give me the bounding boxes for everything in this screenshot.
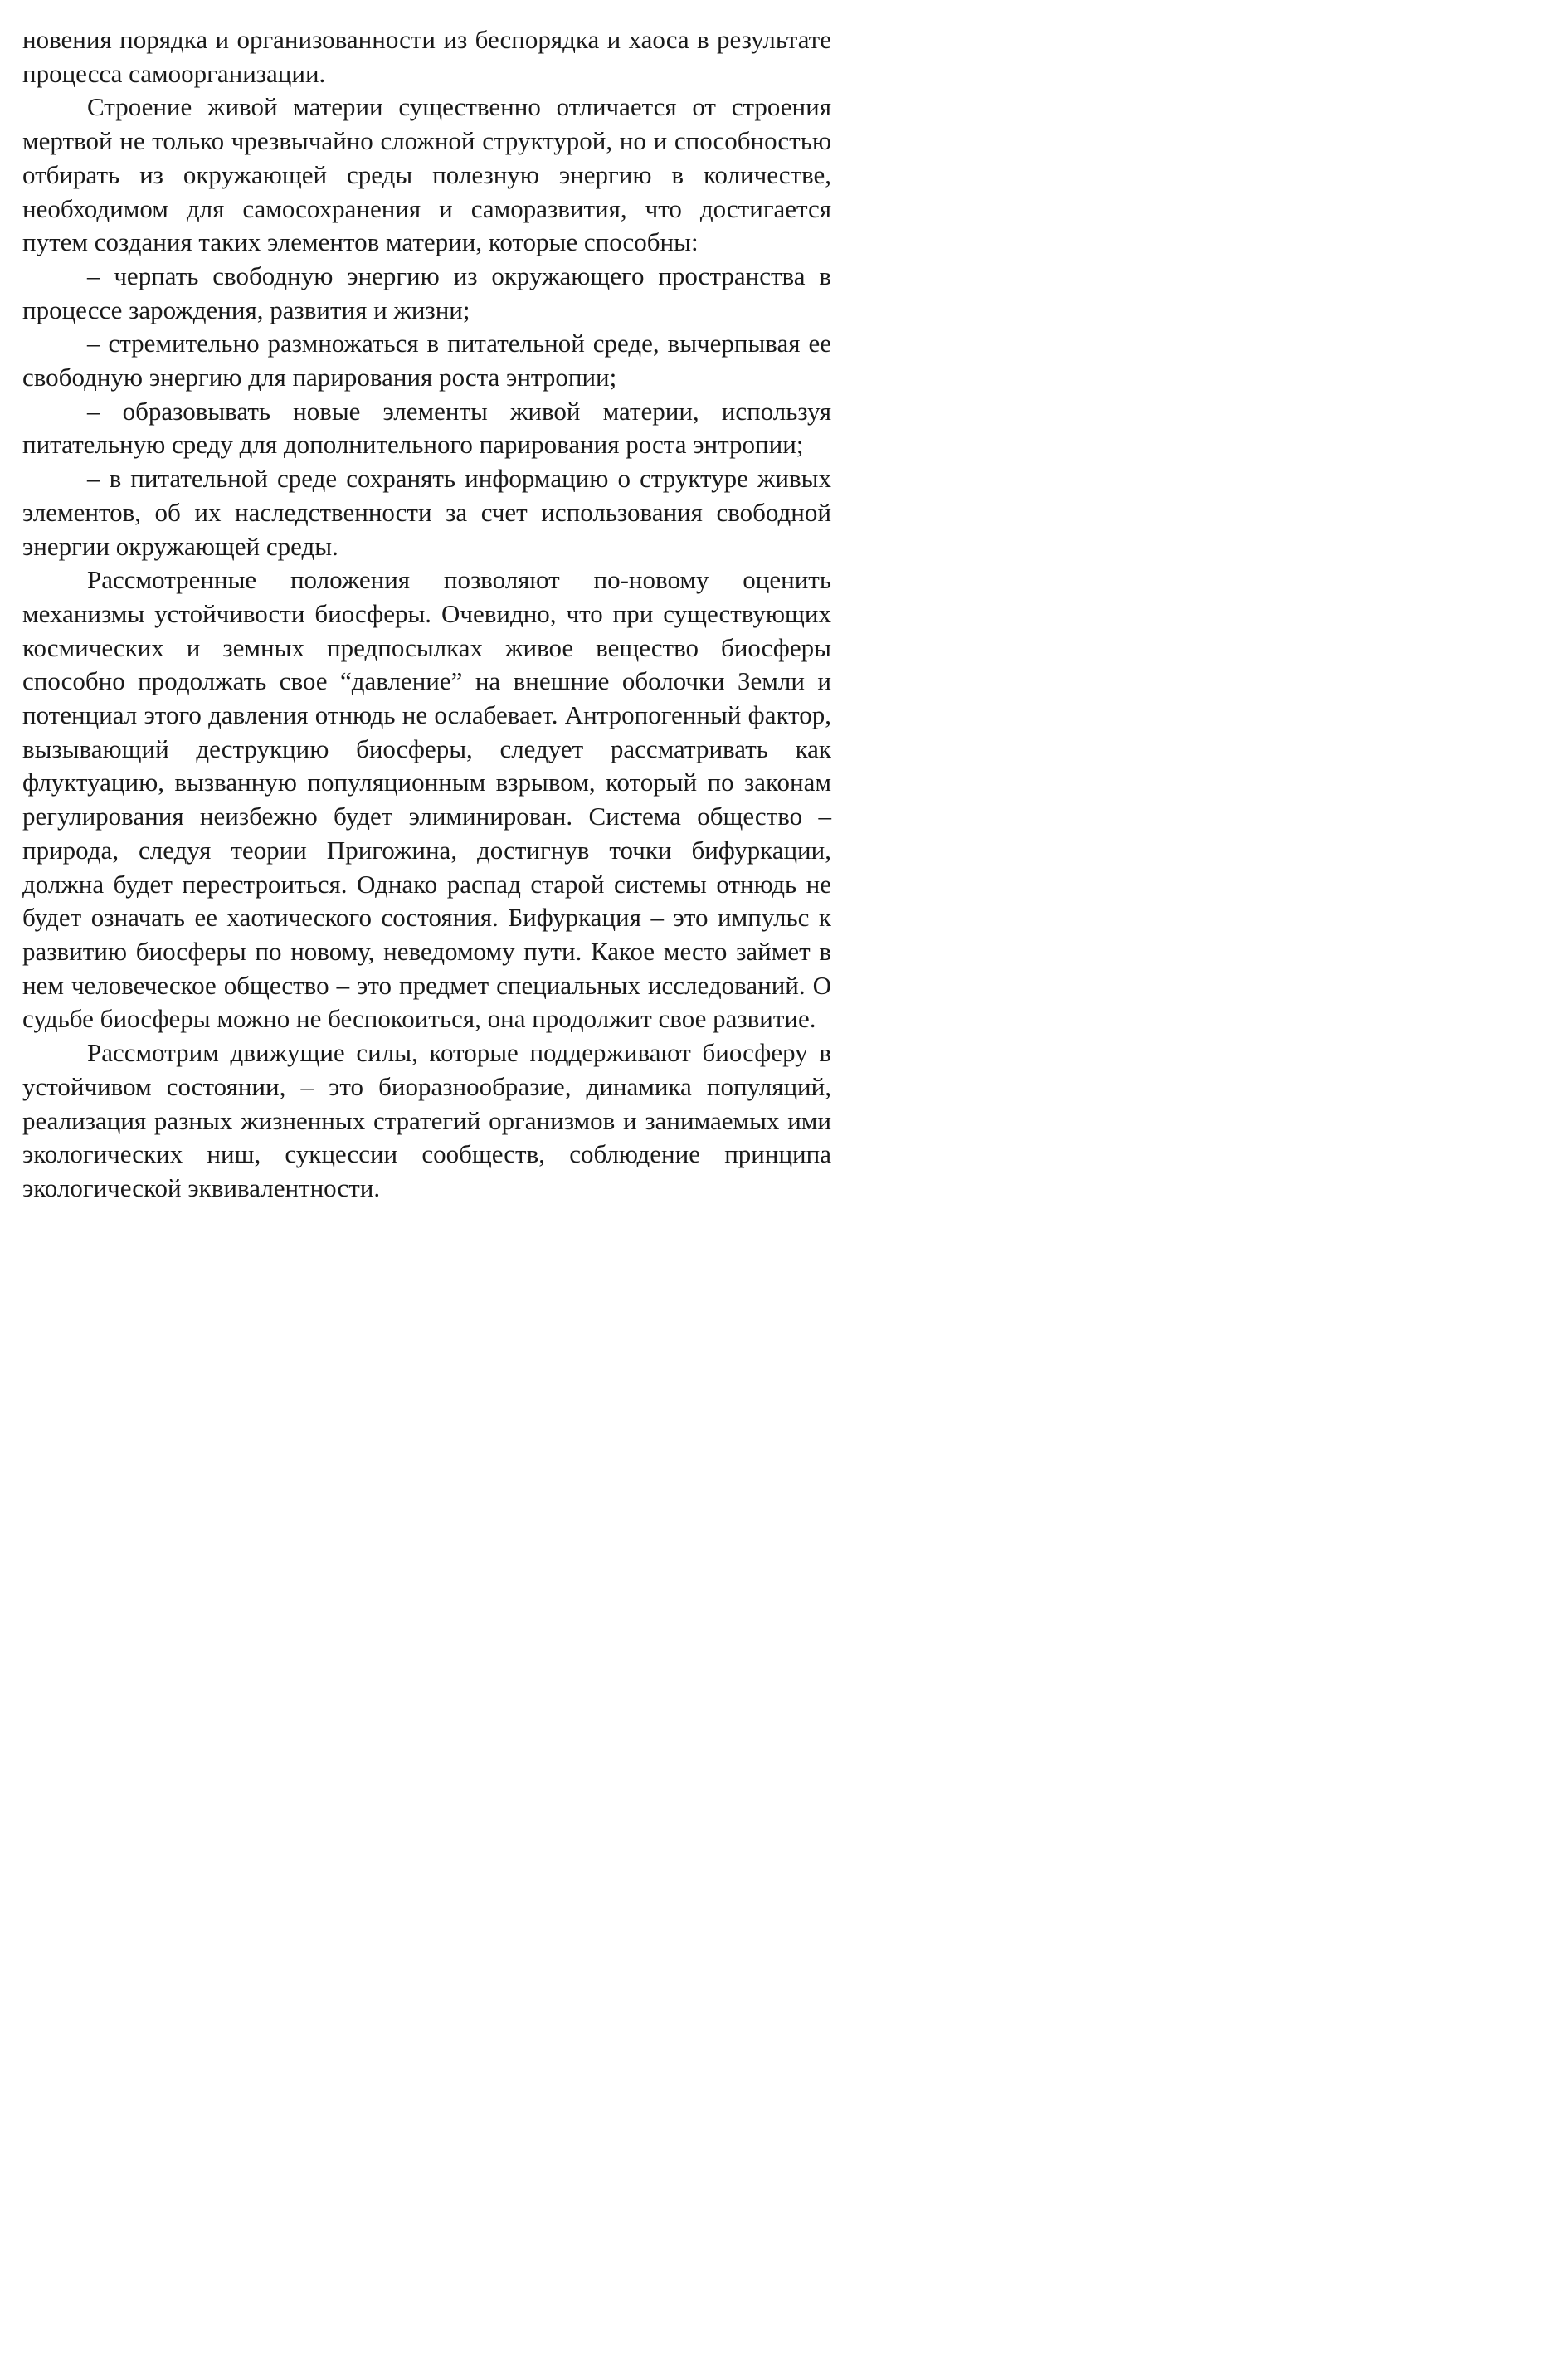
list-item-draw-energy: – черпать свободную энергию из окружающего пространства в процессе зарождения, развития и жизни; xyxy=(22,261,831,324)
paragraph-biosphere-stability: Рассмотренные положения позволяют по-новому оценить механизмы устойчивости биосферы. Очевидно, что при существующих космических и земных предпосылках живое вещество биосферы способно продолжать свое “давление” на внешние оболочки Земли и потенциал этого давления отнюдь не ослабевает. Антропогенный фактор, вызывающий деструкцию биосферы, следует рассматривать как флуктуацию, вызванную популяционным взрывом, который по законам регулирования неизбежно будет элиминирован. Система общество – природа, следуя теории Пригожина, достигнув точки бифуркации, должна будет перестроиться. Однако распад старой системы отнюдь не будет означать ее хаотического состояния. Бифуркация – это импульс к развитию биосферы по новому, неведомому пути. Какое место займет в нем человеческое общество – это предмет специальных исследований. О судьбе биосферы можно не беспокоиться, она продолжит свое развитие. xyxy=(22,565,831,1034)
list-item-form-new-elements: – образовывать новые элементы живой материи, используя питательную среду для дополнительного парирования роста энтропии; xyxy=(22,396,831,460)
paragraph-living-matter-structure: Строение живой материи существенно отличается от строения мертвой не только чрезвычайно сложной структурой, но и способностью отбирать из окружающей среды полезную энергию в количестве, необходимом для самосохранения и саморазвития, что достигается путем создания таких элементов материи, которые способны: xyxy=(22,92,831,257)
paragraph-driving-forces: Рассмотрим движущие силы, которые поддерживают биосферу в устойчивом состоянии, – это биоразнообразие, динамика популяций, реализация разных жизненных стратегий организмов и занимаемых ими экологических ниш, сукцессии сообществ, соблюдение принципа экологической эквивалентности. xyxy=(22,1038,831,1202)
paragraph-continuation: новения порядка и организованности из беспорядка и хаоса в результате процесса самоорганизации. xyxy=(22,25,831,88)
list-item-reproduce: – стремительно размножаться в питательной среде, вычерпывая ее свободную энергию для парирования роста энтропии; xyxy=(22,329,831,392)
page-body xyxy=(22,23,831,1206)
list-item-preserve-information: – в питательной среде сохранять информацию о структуре живых элементов, об их наследственности за счет использования свободной энергии окружающей среды. xyxy=(22,464,831,561)
